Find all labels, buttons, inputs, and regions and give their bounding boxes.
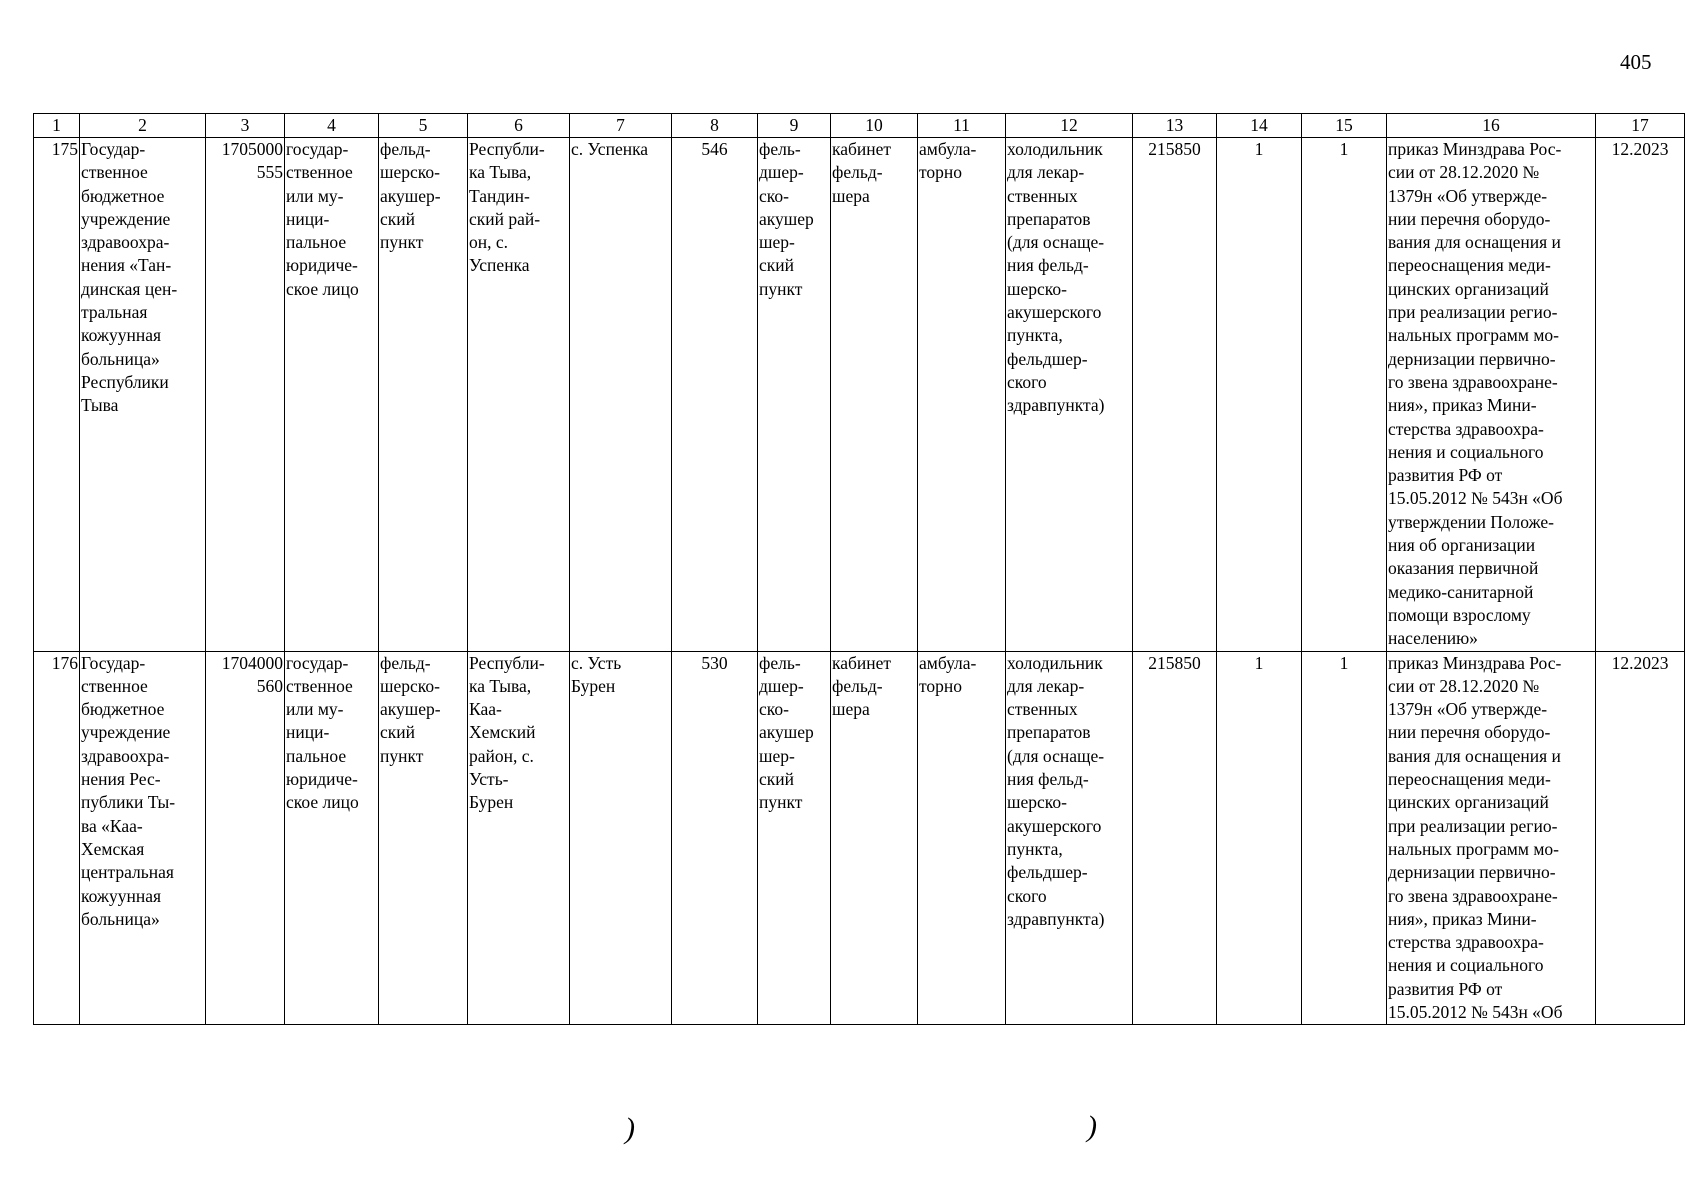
column-header: 9: [758, 114, 831, 138]
facility-type-cell: фельд- шерско- акушер- ский пункт: [379, 138, 468, 652]
institution-cell: Государ- ственное бюджетное учреждение здравоохра- нения «Тан- динская цен- тральная кожуунная больница» Республики Тыва: [80, 138, 206, 652]
column-header: 8: [672, 114, 758, 138]
institution-cell: Государ- ственное бюджетное учреждение здравоохра- нения Рес- публики Ты- ва «Каа- Хемская центральная кожуунная больница»: [80, 651, 206, 1025]
column-header: 11: [918, 114, 1006, 138]
code-cell: 1705000 555: [206, 138, 285, 652]
code-cell: 1704000 560: [206, 651, 285, 1025]
column-header: 7: [570, 114, 672, 138]
column-header: 12: [1006, 114, 1133, 138]
column-header: 15: [1302, 114, 1387, 138]
facility-type-cell: фельд- шерско- акушер- ский пункт: [379, 651, 468, 1025]
column-header: 2: [80, 114, 206, 138]
scan-mark: ): [625, 1112, 635, 1145]
quantity-cell: 1: [1302, 138, 1387, 652]
row-number-cell: 175: [34, 138, 80, 652]
column-header: 3: [206, 114, 285, 138]
care-form-cell: амбула- торно: [918, 651, 1006, 1025]
quantity-cell: 1: [1217, 651, 1302, 1025]
column-header: 14: [1217, 114, 1302, 138]
quantity-cell: 1: [1217, 138, 1302, 652]
legal-form-cell: государ- ственное или му- ници- пальное юридиче- ское лицо: [285, 651, 379, 1025]
scan-mark: ): [1087, 1110, 1097, 1143]
address-cell: Республи- ка Тыва, Каа- Хемский район, с. Усть- Бурен: [468, 651, 570, 1025]
room-cell: кабинет фельд- шера: [831, 651, 918, 1025]
legal-form-cell: государ- ственное или му- ници- пальное юридиче- ское лицо: [285, 138, 379, 652]
deadline-cell: 12.2023: [1596, 138, 1685, 652]
deadline-cell: 12.2023: [1596, 651, 1685, 1025]
unit-cell: фель- дшер- ско- акушер шер- ский пункт: [758, 138, 831, 652]
equipment-cell: холодильник для лекар- ственных препаратов (для оснаще- ния фельд- шерско- акушерского пункта, фельдшер- ского здравпункта): [1006, 651, 1133, 1025]
equipment-cell: холодильник для лекар- ственных препаратов (для оснаще- ния фельд- шерско- акушерского пункта, фельдшер- ского здравпункта): [1006, 138, 1133, 652]
table-row: [34, 651, 1685, 1025]
header-row: [34, 114, 1685, 138]
quantity-cell: 1: [1302, 651, 1387, 1025]
price-cell: 215850: [1133, 138, 1217, 652]
population-cell: 546: [672, 138, 758, 652]
settlement-cell: с. Успенка: [570, 138, 672, 652]
basis-cell: приказ Минздрава Рос- сии от 28.12.2020 № 1379н «Об утвержде- нии перечня оборудо- вания для оснащения и переоснащения меди- цинских организаций при реализации регио- нальных программ мо- дернизации первично- го звена здравоохране- ния», приказ Мини- стерства здравоохра- нения и социального развития РФ от 15.05.2012 № 543н «Об утверждении Положе- ния об организации оказания первичной медико-санитарной помощи взрослому населению»: [1387, 138, 1596, 652]
column-header: 17: [1596, 114, 1685, 138]
column-header: 4: [285, 114, 379, 138]
column-header: 16: [1387, 114, 1596, 138]
row-number-cell: 176: [34, 651, 80, 1025]
column-header: 6: [468, 114, 570, 138]
address-cell: Республи- ка Тыва, Тандин- ский рай- он, с. Успенка: [468, 138, 570, 652]
column-header: 13: [1133, 114, 1217, 138]
room-cell: кабинет фельд- шера: [831, 138, 918, 652]
table-row: [34, 138, 1685, 652]
price-cell: 215850: [1133, 651, 1217, 1025]
care-form-cell: амбула- торно: [918, 138, 1006, 652]
column-header: 5: [379, 114, 468, 138]
registry-table: [33, 113, 1685, 1025]
unit-cell: фель- дшер- ско- акушер шер- ский пункт: [758, 651, 831, 1025]
settlement-cell: с. Усть Бурен: [570, 651, 672, 1025]
population-cell: 530: [672, 651, 758, 1025]
basis-cell: приказ Минздрава Рос- сии от 28.12.2020 № 1379н «Об утвержде- нии перечня оборудо- вания для оснащения и переоснащения меди- цинских организаций при реализации регио- нальных программ мо- дернизации первично- го звена здравоохране- ния», приказ Мини- стерства здравоохра- нения и социального развития РФ от 15.05.2012 № 543н «Об: [1387, 651, 1596, 1025]
column-header: 1: [34, 114, 80, 138]
column-header: 10: [831, 114, 918, 138]
page-number: 405: [1620, 50, 1652, 74]
